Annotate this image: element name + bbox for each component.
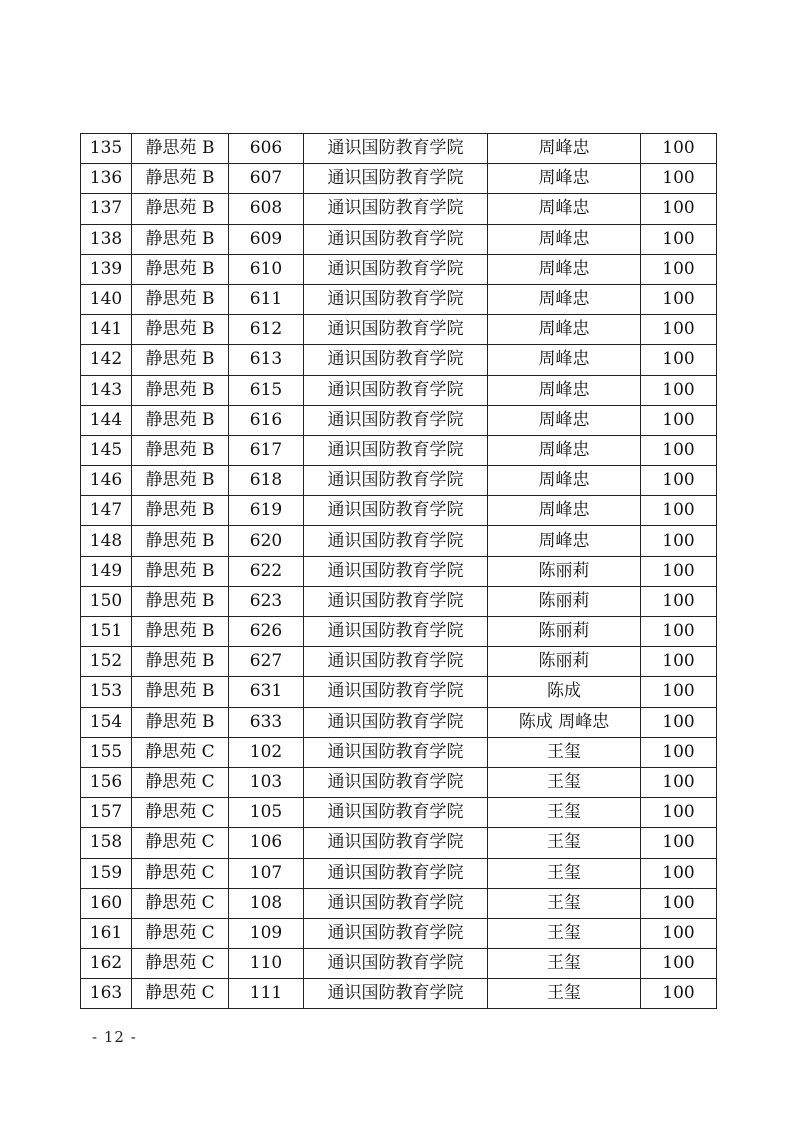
index-cell: 139: [81, 254, 132, 284]
room-cell: 607: [229, 164, 304, 194]
index-cell: 141: [81, 315, 132, 345]
building-cell: 静思苑 B: [132, 254, 229, 284]
college-cell: 通识国防教育学院: [304, 435, 488, 465]
room-cell: 631: [229, 677, 304, 707]
table-row: [81, 315, 717, 345]
index-cell: 153: [81, 677, 132, 707]
counselor-cell: 周峰忠: [488, 134, 641, 164]
college-cell: 通识国防教育学院: [304, 617, 488, 647]
college-cell: 通识国防教育学院: [304, 586, 488, 616]
score-cell: 100: [641, 677, 717, 707]
index-cell: 158: [81, 828, 132, 858]
counselor-cell: 王玺: [488, 798, 641, 828]
score-cell: 100: [641, 737, 717, 767]
building-cell: 静思苑 B: [132, 284, 229, 314]
index-cell: 149: [81, 556, 132, 586]
score-cell: 100: [641, 888, 717, 918]
table-row: [81, 224, 717, 254]
score-cell: 100: [641, 315, 717, 345]
room-cell: 109: [229, 918, 304, 948]
counselor-cell: 陈成 周峰忠: [488, 707, 641, 737]
room-cell: 616: [229, 405, 304, 435]
score-cell: 100: [641, 828, 717, 858]
college-cell: 通识国防教育学院: [304, 798, 488, 828]
counselor-cell: 王玺: [488, 888, 641, 918]
college-cell: 通识国防教育学院: [304, 828, 488, 858]
index-cell: 145: [81, 435, 132, 465]
index-cell: 154: [81, 707, 132, 737]
room-cell: 108: [229, 888, 304, 918]
index-cell: 155: [81, 737, 132, 767]
college-cell: 通识国防教育学院: [304, 918, 488, 948]
room-cell: 110: [229, 949, 304, 979]
index-cell: 162: [81, 949, 132, 979]
dormitory-score-table: [80, 133, 717, 1009]
college-cell: 通识国防教育学院: [304, 647, 488, 677]
room-cell: 111: [229, 979, 304, 1009]
building-cell: 静思苑 C: [132, 949, 229, 979]
college-cell: 通识国防教育学院: [304, 254, 488, 284]
counselor-cell: 王玺: [488, 918, 641, 948]
counselor-cell: 陈成: [488, 677, 641, 707]
room-cell: 622: [229, 556, 304, 586]
building-cell: 静思苑 C: [132, 798, 229, 828]
college-cell: 通识国防教育学院: [304, 164, 488, 194]
room-cell: 619: [229, 496, 304, 526]
college-cell: 通识国防教育学院: [304, 767, 488, 797]
building-cell: 静思苑 B: [132, 556, 229, 586]
building-cell: 静思苑 B: [132, 315, 229, 345]
counselor-cell: 周峰忠: [488, 224, 641, 254]
college-cell: 通识国防教育学院: [304, 315, 488, 345]
table-row: [81, 496, 717, 526]
index-cell: 151: [81, 617, 132, 647]
room-cell: 617: [229, 435, 304, 465]
room-cell: 612: [229, 315, 304, 345]
building-cell: 静思苑 B: [132, 677, 229, 707]
counselor-cell: 陈丽莉: [488, 556, 641, 586]
building-cell: 静思苑 B: [132, 435, 229, 465]
building-cell: 静思苑 C: [132, 767, 229, 797]
building-cell: 静思苑 B: [132, 164, 229, 194]
table-row: [81, 888, 717, 918]
table-row: [81, 918, 717, 948]
counselor-cell: 陈丽莉: [488, 586, 641, 616]
college-cell: 通识国防教育学院: [304, 858, 488, 888]
college-cell: 通识国防教育学院: [304, 737, 488, 767]
score-cell: 100: [641, 375, 717, 405]
score-cell: 100: [641, 617, 717, 647]
score-cell: 100: [641, 134, 717, 164]
room-cell: 105: [229, 798, 304, 828]
college-cell: 通识国防教育学院: [304, 888, 488, 918]
index-cell: 163: [81, 979, 132, 1009]
table-row: [81, 677, 717, 707]
room-cell: 609: [229, 224, 304, 254]
college-cell: 通识国防教育学院: [304, 375, 488, 405]
index-cell: 161: [81, 918, 132, 948]
college-cell: 通识国防教育学院: [304, 194, 488, 224]
index-cell: 144: [81, 405, 132, 435]
score-cell: 100: [641, 194, 717, 224]
score-cell: 100: [641, 949, 717, 979]
score-cell: 100: [641, 405, 717, 435]
table-row: [81, 164, 717, 194]
index-cell: 142: [81, 345, 132, 375]
counselor-cell: 周峰忠: [488, 164, 641, 194]
table-row: [81, 345, 717, 375]
college-cell: 通识国防教育学院: [304, 677, 488, 707]
room-cell: 606: [229, 134, 304, 164]
counselor-cell: 陈丽莉: [488, 647, 641, 677]
score-cell: 100: [641, 284, 717, 314]
table-row: [81, 254, 717, 284]
counselor-cell: 周峰忠: [488, 496, 641, 526]
index-cell: 147: [81, 496, 132, 526]
table-row: [81, 375, 717, 405]
room-cell: 103: [229, 767, 304, 797]
building-cell: 静思苑 B: [132, 375, 229, 405]
building-cell: 静思苑 B: [132, 617, 229, 647]
college-cell: 通识国防教育学院: [304, 345, 488, 375]
table-row: [81, 284, 717, 314]
building-cell: 静思苑 B: [132, 224, 229, 254]
table-row: [81, 435, 717, 465]
score-cell: 100: [641, 647, 717, 677]
score-cell: 100: [641, 707, 717, 737]
room-cell: 623: [229, 586, 304, 616]
score-cell: 100: [641, 858, 717, 888]
building-cell: 静思苑 B: [132, 526, 229, 556]
page-number: - 12 -: [92, 1028, 137, 1046]
room-cell: 613: [229, 345, 304, 375]
college-cell: 通识国防教育学院: [304, 526, 488, 556]
table-row: [81, 586, 717, 616]
counselor-cell: 周峰忠: [488, 435, 641, 465]
index-cell: 146: [81, 466, 132, 496]
room-cell: 627: [229, 647, 304, 677]
building-cell: 静思苑 B: [132, 134, 229, 164]
counselor-cell: 周峰忠: [488, 375, 641, 405]
table-row: [81, 737, 717, 767]
score-cell: 100: [641, 798, 717, 828]
building-cell: 静思苑 B: [132, 647, 229, 677]
table-row: [81, 707, 717, 737]
table-row: [81, 194, 717, 224]
counselor-cell: 王玺: [488, 979, 641, 1009]
index-cell: 143: [81, 375, 132, 405]
index-cell: 138: [81, 224, 132, 254]
score-cell: 100: [641, 979, 717, 1009]
room-cell: 626: [229, 617, 304, 647]
score-cell: 100: [641, 918, 717, 948]
building-cell: 静思苑 B: [132, 405, 229, 435]
building-cell: 静思苑 B: [132, 194, 229, 224]
index-cell: 137: [81, 194, 132, 224]
score-cell: 100: [641, 556, 717, 586]
room-cell: 618: [229, 466, 304, 496]
room-cell: 633: [229, 707, 304, 737]
building-cell: 静思苑 C: [132, 979, 229, 1009]
counselor-cell: 周峰忠: [488, 194, 641, 224]
counselor-cell: 王玺: [488, 858, 641, 888]
counselor-cell: 陈丽莉: [488, 617, 641, 647]
room-cell: 615: [229, 375, 304, 405]
college-cell: 通识国防教育学院: [304, 556, 488, 586]
counselor-cell: 王玺: [488, 737, 641, 767]
counselor-cell: 周峰忠: [488, 254, 641, 284]
table-row: [81, 647, 717, 677]
table-row: [81, 858, 717, 888]
building-cell: 静思苑 C: [132, 918, 229, 948]
index-cell: 150: [81, 586, 132, 616]
table-row: [81, 949, 717, 979]
counselor-cell: 王玺: [488, 767, 641, 797]
counselor-cell: 周峰忠: [488, 284, 641, 314]
room-cell: 610: [229, 254, 304, 284]
score-cell: 100: [641, 526, 717, 556]
table-row: [81, 979, 717, 1009]
index-cell: 157: [81, 798, 132, 828]
score-cell: 100: [641, 345, 717, 375]
college-cell: 通识国防教育学院: [304, 949, 488, 979]
index-cell: 148: [81, 526, 132, 556]
score-cell: 100: [641, 466, 717, 496]
college-cell: 通识国防教育学院: [304, 466, 488, 496]
index-cell: 160: [81, 888, 132, 918]
building-cell: 静思苑 C: [132, 828, 229, 858]
score-cell: 100: [641, 586, 717, 616]
building-cell: 静思苑 B: [132, 707, 229, 737]
index-cell: 156: [81, 767, 132, 797]
score-cell: 100: [641, 224, 717, 254]
room-cell: 102: [229, 737, 304, 767]
room-cell: 620: [229, 526, 304, 556]
building-cell: 静思苑 C: [132, 737, 229, 767]
table-row: [81, 134, 717, 164]
index-cell: 135: [81, 134, 132, 164]
college-cell: 通识国防教育学院: [304, 405, 488, 435]
table-row: [81, 526, 717, 556]
index-cell: 152: [81, 647, 132, 677]
score-cell: 100: [641, 496, 717, 526]
counselor-cell: 王玺: [488, 949, 641, 979]
room-cell: 608: [229, 194, 304, 224]
table-row: [81, 405, 717, 435]
college-cell: 通识国防教育学院: [304, 496, 488, 526]
counselor-cell: 周峰忠: [488, 345, 641, 375]
index-cell: 159: [81, 858, 132, 888]
college-cell: 通识国防教育学院: [304, 979, 488, 1009]
table-row: [81, 828, 717, 858]
index-cell: 140: [81, 284, 132, 314]
score-cell: 100: [641, 767, 717, 797]
college-cell: 通识国防教育学院: [304, 707, 488, 737]
score-cell: 100: [641, 254, 717, 284]
room-cell: 107: [229, 858, 304, 888]
table-row: [81, 556, 717, 586]
building-cell: 静思苑 B: [132, 496, 229, 526]
table-row: [81, 767, 717, 797]
score-cell: 100: [641, 435, 717, 465]
building-cell: 静思苑 B: [132, 466, 229, 496]
index-cell: 136: [81, 164, 132, 194]
counselor-cell: 周峰忠: [488, 526, 641, 556]
room-cell: 106: [229, 828, 304, 858]
counselor-cell: 周峰忠: [488, 405, 641, 435]
building-cell: 静思苑 B: [132, 586, 229, 616]
building-cell: 静思苑 B: [132, 345, 229, 375]
score-cell: 100: [641, 164, 717, 194]
building-cell: 静思苑 C: [132, 888, 229, 918]
counselor-cell: 王玺: [488, 828, 641, 858]
building-cell: 静思苑 C: [132, 858, 229, 888]
college-cell: 通识国防教育学院: [304, 134, 488, 164]
college-cell: 通识国防教育学院: [304, 284, 488, 314]
table-row: [81, 617, 717, 647]
counselor-cell: 周峰忠: [488, 466, 641, 496]
college-cell: 通识国防教育学院: [304, 224, 488, 254]
table-body: [81, 134, 717, 1009]
counselor-cell: 周峰忠: [488, 315, 641, 345]
table-row: [81, 798, 717, 828]
room-cell: 611: [229, 284, 304, 314]
table-row: [81, 466, 717, 496]
